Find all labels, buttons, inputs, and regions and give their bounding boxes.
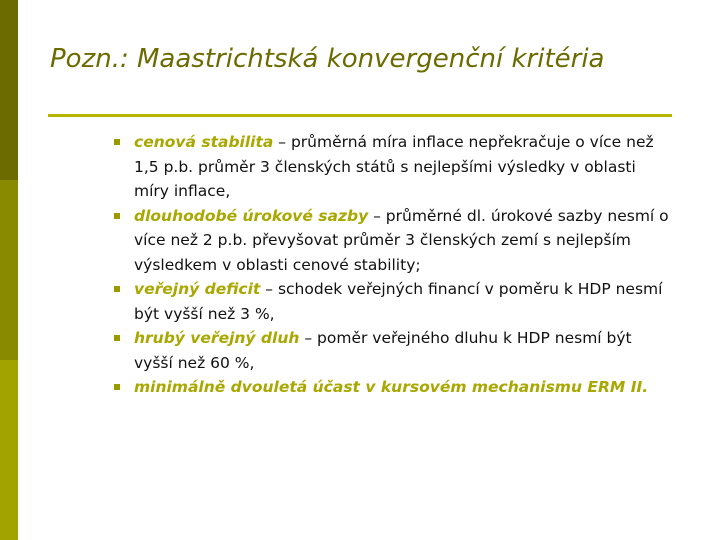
sidebar-decoration-bottom	[0, 360, 18, 540]
sidebar-decoration-middle	[0, 180, 18, 360]
square-bullet-icon	[114, 335, 120, 341]
criterion-term: minimálně dvouletá účast v kursovém mechanismu ERM II.	[134, 378, 649, 396]
square-bullet-icon	[114, 139, 120, 145]
slide-title: Pozn.: Maastrichtská konvergenční kritéria	[50, 44, 605, 74]
criterion-description: – schodek veřejných financí v poměru k HDP nesmí být vyšší než 3 %,	[134, 280, 663, 323]
criterion-description: – poměr veřejného dluhu k HDP nesmí být vyšší než 60 %,	[134, 329, 632, 372]
criterion-term: hrubý veřejný dluh	[134, 329, 300, 347]
list-item	[114, 277, 674, 326]
title-underline	[48, 114, 672, 117]
sidebar-decoration-top	[0, 0, 18, 180]
criteria-list	[114, 130, 674, 400]
square-bullet-icon	[114, 384, 120, 390]
criterion-term: veřejný deficit	[134, 280, 261, 298]
square-bullet-icon	[114, 286, 120, 292]
list-item	[114, 130, 674, 204]
criterion-term: cenová stabilita	[134, 133, 274, 151]
criterion-term: dlouhodobé úrokové sazby	[134, 206, 369, 225]
criterion-description: – průměrné dl. úrokové sazby nesmí o více než 2 p.b. převyšovat průměr 3 členských zemí s nejlepším výsledkem v oblasti cenové stability;	[134, 206, 669, 274]
list-item	[114, 204, 674, 278]
list-item	[114, 326, 674, 375]
list-item	[114, 375, 674, 400]
criterion-description: – průměrná míra inflace nepřekračuje o více než 1,5 p.b. průměr 3 členských států s nejlepšími výsledky v oblasti míry inflace,	[134, 133, 654, 200]
square-bullet-icon	[114, 213, 120, 219]
